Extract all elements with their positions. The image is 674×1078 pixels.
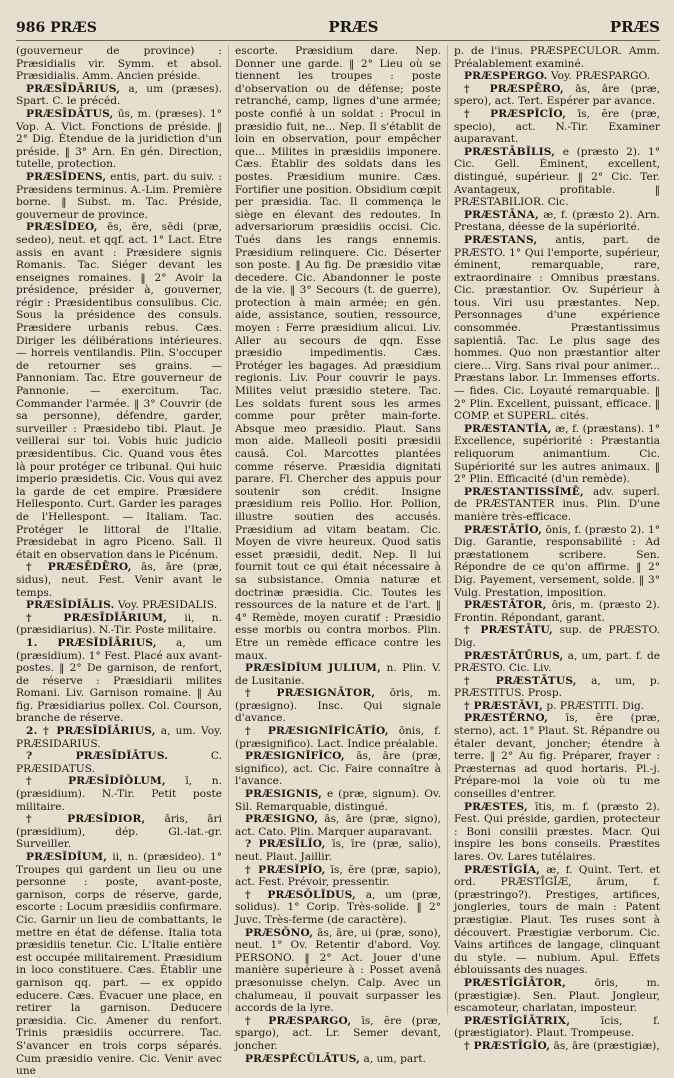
entry-text: escorte. Præsidium dare. Nep. Donner une garde. ‖ 2° Lieu où se tiennent les troupes : poste d'observation ou de défense; poste retranché, camp, lignes d'une armée; poste confié à un soldat : Procul in præsidio fuit, ne... Nep. Il s'établit de loin en observation, pour empêcher que... Milites in præsidiis imponere. Cæs. Établir des soldats dans les postes. Præsidium munire. Cæs. Fortifier une position. Obsidium cœpit per præsidia. Tac. Il commença le siège en élevant des redoutes. In adversariorum præsidiis occisi. Cic. Tués dans les rangs ennemis. Præsidium relinquere. Cic. Déserter son poste. ‖ Au fig. De præsidio vitæ decedere. Cic. Abandonner le poste de la vie. ‖ 3° Secours (t. de guerre), protection à main armée; en gén. aide, assistance, soutien, ressource, moyen : Ferre præsidium alicui. Liv. Aller au secours de qqn. Esse præsidio impedimentis. Cæs. Protéger les bagages. Ad præsidium regionis. Liv. Pour couvrir le pays. Milites velut præsidio stetere. Tac. Les soldats furent sous les armes comme pour prêter main-forte. Absque meo præsidio. Plaut. Sans mon aide. Malleoli positi præsidii causâ. Col. Marcottes plantées comme réserve. Præsidia dignitati parare. Fl. Chercher des appuis pour soutenir son crédit. Insigne præsidium reis Pollio. Hor. Pollion, illustre soutien des accusés. Præsidium ad vitam beatam. Cic. Moyen de vivre heureux. Quod satis esset præsidii, dedit. Nep. Il lui fournit tout ce qui était nécessaire à sa subsistance. Omnia naturæ et doctrinæ præsidia. Cic. Toutes les ressources de la nature et de l'art. ‖ 4° Remède, moyen curatif : Præsidio esse morbis ou contra morbos. Plin. Etre un remède efficace contre les maux. [235, 45, 442, 662]
column-middle [228, 45, 442, 1065]
dictionary-entry [235, 864, 441, 889]
entry-text: ōris, m. (præstigiæ). Sen. Plaut. Jongleur, escamoteur, charlatan, imposteur. [454, 976, 661, 1015]
column-left [16, 45, 223, 1078]
entry-text: a, um (præ, solidus). 1° Corip. Très-solide. ‖ 2° Juvc. Très-ferme (de caractère). [235, 888, 441, 926]
dictionary-entry [16, 851, 222, 1078]
entry-text: C. PRÆSIDATUS. [16, 750, 222, 775]
dictionary-entry [454, 700, 660, 713]
dictionary-entry [454, 423, 660, 486]
entry-headword: † PRÆSTĀTU, [464, 624, 553, 637]
page-header [16, 18, 660, 41]
column-right [447, 45, 661, 1052]
entry-text: ūs, m. (præses). 1° Vop. A. Vict. Fonctions de préside. ‖ 2° Dig. Étendue de la juridiction d'un préside. ‖ 3° Arn. En gén. Direction, tutelle, protection. [16, 107, 223, 171]
entry-text: īcis, f. (præstigiator). Plaut. Trompeuse. [454, 1014, 661, 1040]
entry-text: īs, ĕre (præ, sterno), act. 1° Plaut. St. Répandre ou étaler devant, joncher; étendre à terre. ‖ 2° Au fig. Préparer, frayer : Præsternas ad quod hortaris. Pl.-j. Prépare-moi la voie où tu me conseilles d'entrer. [454, 712, 660, 801]
entry-headword: PRÆSTĔRNO, [464, 712, 549, 725]
entry-text: a, um, part. [363, 1052, 426, 1065]
dictionary-entry [235, 687, 441, 725]
entry-text: ōnis, f. (præsto 2). 1° Dig. Garantie, responsabilité : Ad præstationem scribere. Sen. Répondre de ce qu'on affirme. ‖ 2° Dig. Payement, versement, solde. ‖ 3° Vulg. Prestation, imposition. [454, 523, 661, 599]
dictionary-entry [235, 662, 441, 687]
entry-headword: PRÆSTĀTŪRUS, [464, 649, 564, 662]
entry-text: īs, ĕre (præ, specio), act. N.-Tir. Examiner auparavant. [454, 107, 660, 146]
entry-headword: PRÆSŎNO, [245, 926, 314, 939]
dictionary-entry [454, 864, 660, 977]
dictionary-entry [16, 725, 222, 750]
entry-headword: PRÆSĬDENS, [26, 170, 107, 183]
entry-text: ās, āre (præ, sidus), neut. Fest. Venir avant le temps. [16, 561, 222, 599]
entry-text: ās, āre (præ, spero), act. Tert. Espérer par avance. [454, 82, 660, 108]
entry-headword: † PRÆSĪDIOR, [26, 813, 146, 826]
columns [16, 45, 661, 1078]
dictionary-entry [16, 561, 222, 599]
entry-headword: PRÆSIGNĬFĬCO, [245, 750, 345, 763]
entry-text: ĭtis, m. f. (præsto 2). Fest. Qui préside, gardien, protecteur : Boni consilii præstes. Macr. Qui inspire les bons conseils. Præstites lares. Ov. Lares tutélaires. [454, 800, 660, 863]
entry-text: āris, āri (præsidium), dép. Gl.-lat.-gr. Surveiller. [16, 813, 222, 851]
entry-text: Voy. PRÆSPARGO. [550, 70, 650, 83]
entry-text: adv. superl. de PRÆSTANTER inus. Plin. D'une manière très-efficace. [454, 485, 660, 523]
entry-text: sup. de PRÆSTO. Dig. [454, 624, 660, 649]
dictionary-entry [235, 889, 441, 927]
dictionary-entry [16, 171, 222, 221]
entry-text: ōnis, f. (præsignifico). Lact. Indice préalable. [235, 725, 442, 750]
header-center-word: PRÆS [328, 18, 379, 36]
entry-headword: 1. PRÆSĬDĬĀRIUS, [26, 636, 157, 649]
entry-headword: † PRÆSĪDĬŎLUM, [26, 775, 166, 788]
dictionary-entry [235, 1015, 441, 1053]
dictionary-entry [454, 650, 660, 675]
entry-headword: † PRÆSĬPĬO, [245, 863, 326, 876]
entry-text: a, um, part. f. de PRÆSTO. Cic. Liv. [454, 649, 660, 675]
entry-headword: 2. † PRÆSĪDĬĀRIUS, [26, 725, 156, 738]
dictionary-entry [16, 612, 222, 637]
entry-headword: † PRÆSTĀVI, [464, 699, 543, 712]
entry-headword: † PRÆSŎLĬDUS, [245, 888, 356, 901]
entry-text: antis, part. de PRÆSTO. 1° Qui l'emporte, supérieur, éminent, remarquable, rare, extraordinaire : Omnibus præstans. Cic. præstantior. Ov. Supérieur à tous. Viri usu præstantes. Nep. Personnages d'une expérience consommée. Præstantissimus sapientiâ. Tac. Le plus sage des hommes. Quo non præstantior alter ciere... Virg. Sans rival pour animer... Præstans labor. Lr. Immenses efforts. — fides. Cic. Loyauté remarquable. ‖ 2° Plin. Excellent, puissant, efficace. ‖ COMP. et SUPERL. cités. [454, 233, 660, 423]
entry-headword: PRÆSĪDĀTUS, [26, 107, 114, 120]
dictionary-entry [16, 599, 222, 612]
entry-text: ii, n. (præsideo). 1° Troupes qui gardent un lieu ou une personne : poste, avant-poste, garnison, corps de réserve, garde, escorte : Locum præsidiis confirmare. Cic. Garnir un lieu de combattants, le mettre en état de défense. Italia tota præsidiis tenetur. Cic. L'Italie entière est occupée militairement. Præsidium in loco constituere. Cæs. Établir une garnison qq. part. — ex oppido educere. Cæs. Évacuer une place, en retirer la garnison. Deducere præsidia. Cic. Amener du renfort. Trinis præsidiis occurrere. Tac. S'avancer en trois corps séparés. Cum præsidio venire. Cic. Venir avec une [16, 851, 222, 1078]
dictionary-entry [235, 1053, 441, 1066]
dictionary-entry [454, 624, 660, 649]
entry-text: ēs, ēre, sēdi (præ, sedeo), neut. et qqf. act. 1° Lact. Etre assis en avant : Præsidere signis Romanis. Tac. Siéger devant les enseignes romaines. ‖ 2° Avoir la présidence, présider à, gouverner, régir : Præsidentibus consulibus. Cic. Sous la présidence des consuls. Præsidere urbanis rebus. Cæs. Diriger les délibérations intérieures. — horreis ventilandis. Plin. S'occuper de retourner ses grains. — Pannoniam. Tac. Etre gouverneur de Pannonie. — exercitum. Tac. Commander l'armée. ‖ 3° Couvrir (de sa personne), défendre, garder, surveiller : Præsidebo tibi. Plaut. Je veillerai sur toi. Vobis huic judicio præsidentibus. Cic. Quand vous êtes là pour protéger ce tribunal. Qui huic imperio præsidetis. Cic. Vous qui avez la garde de cet empire. Præsidere Hellesponto. Curt. Garder les parages de l'Hellespont. — Italiam. Tac. Protéger le littoral de l'Italie. Præsidebat in agro Piceno. Sall. Il était en observation dans le Picénum. [16, 221, 223, 561]
entry-text: īs, ĕre (præ, sapio), act. Fest. Prévoir, pressentir. [235, 863, 441, 889]
dictionary-entry [454, 209, 660, 234]
entry-headword: PRÆSĬDĬUM JULIUM, [245, 662, 381, 675]
dictionary-entry [16, 637, 222, 725]
entry-headword: PRÆSTANTISSĬMĒ, [464, 485, 584, 498]
dictionary-entry [454, 45, 660, 70]
entry-headword: ? PRÆSĪDĬĀTUS. [26, 750, 169, 763]
dictionary-entry [16, 813, 222, 851]
entry-text: Voy. PRÆSIDALIS. [117, 599, 217, 612]
entry-headword: † PRÆSĒDĒRO, [26, 561, 132, 574]
entry-text: entis, part. du suiv. : Præsidens terminus. A.-Lim. Première borne. ‖ Subst. m. Tac. Préside, gouverneur de province. [16, 170, 222, 221]
entry-headword: † PRÆSTĪGĬO, [464, 1039, 551, 1052]
dictionary-entry [16, 83, 222, 108]
entry-text: īs, īre (præ, salio), neut. Plaut. Jaillir. [235, 838, 441, 863]
dictionary-entry [235, 788, 441, 813]
dictionary-entry [235, 750, 441, 788]
entry-headword: ? PRÆSĬLĬO, [245, 838, 326, 851]
dictionary-entry [16, 775, 222, 813]
entry-text: ās, āre (præstigiæ), [553, 1039, 660, 1052]
entry-text: ās, āre (præ, significo), act. Cic. Faire connaître à l'avance. [235, 750, 442, 788]
entry-text: p. PRÆSTITI. Dig. [546, 699, 645, 712]
dictionary-entry [454, 712, 660, 800]
entry-headword: PRÆSPERGO. [464, 70, 548, 83]
entry-text: ās, āre, ui (præ, sono), neut. 1° Ov. Retentir d'abord. Voy. PERSONO. ‖ 2° Act. Jouer d'une manière supérieure à : Posset avenâ præsonuisse chelyn. Calp. Avec un chalumeau, il pouvait surpasser les accords de la lyre. [235, 926, 441, 1015]
dictionary-entry [235, 813, 441, 838]
dictionary-entry [454, 1040, 660, 1053]
entry-text: æ, f. (præstans). 1° Excellence, supériorité : Præstantia reliquorum animantium. Cic. Supériorité sur les autres animaux. ‖ 2° Plin. Efficacité (d'un remède). [454, 422, 660, 486]
entry-text: a, um. Voy. PRÆSIDARIUS. [16, 725, 223, 750]
dictionary-entry [454, 977, 660, 1015]
dictionary-entry [235, 725, 441, 750]
dictionary-entry [235, 45, 441, 662]
dictionary-entry [454, 801, 660, 864]
entry-headword: † PRÆSTĀTUS, [464, 674, 577, 687]
dictionary-entry [454, 70, 660, 83]
entry-text: æ, f. (præsto 2). Arn. Prestana, déesse de la supériorité. [454, 208, 661, 234]
entry-text: a, um, p. PRÆSTITUS. Prosp. [454, 674, 660, 700]
entry-headword: † PRÆSĪDĬĀRIUM, [26, 611, 168, 624]
entry-headword: PRÆSĪDĀRIUS, [26, 82, 121, 95]
dictionary-entry [454, 675, 660, 700]
entry-headword: † PRÆSPĒRO, [464, 82, 564, 95]
dictionary-entry [454, 524, 660, 600]
entry-headword: PRÆSĬDĬUM, [26, 851, 108, 863]
dictionary-entry [454, 146, 660, 209]
entry-text: ās, āre (præ, signo), act. Cato. Plin. Marquer auparavant. [235, 813, 442, 838]
entry-headword: PRÆSTĪGĬA, [464, 863, 541, 876]
entry-headword: PRÆSTĀBĬLIS, [464, 145, 556, 158]
entry-text: n. Plin. V. de Lusitanie. [235, 662, 441, 687]
entry-headword: PRÆSTĀTĬO, [464, 523, 543, 536]
dictionary-entry [16, 108, 222, 171]
entry-headword: PRÆSTANS, [464, 233, 538, 246]
entry-text: ōris, m. (præsto 2). Frontin. Répondant, garant. [454, 599, 660, 624]
entry-headword: † PRÆSPĬCĬO, [464, 107, 567, 120]
entry-headword: PRÆSTANTĬA, [464, 422, 552, 435]
dictionary-entry [235, 838, 441, 863]
dictionary-entry [454, 599, 660, 624]
entry-headword: PRÆSIGNIS, [245, 788, 322, 801]
entry-headword: † PRÆSIGNĬFĬCĀTĬO, [245, 725, 389, 738]
entry-text: p. de l'inus. PRÆSPECULOR. Amm. Préalablement examiné. [454, 45, 660, 70]
entry-headword: PRÆSIGNO, [245, 813, 319, 826]
entry-text: ii, n. (præsidiarius). N.-Tir. Poste militaire. [16, 611, 222, 637]
entry-headword: † PRÆSPARGO, [245, 1014, 352, 1027]
entry-headword: † PRÆSIGNĀTOR, [245, 687, 376, 700]
entry-headword: PRÆSTĪGĬĀTRIX, [464, 1014, 571, 1027]
entry-text: e (præsto 2). 1° Cic. Gell. Éminent, excellent, distingué, supérieur. ‖ 2° Cic. Ter. Avantageux, profitable. ‖ PRÆSTABILIOR. Cic. [454, 145, 660, 209]
dictionary-entry [454, 1015, 660, 1040]
entry-text: ī, n. (præsidium). N.-Tir. Petit poste militaire. [16, 775, 222, 813]
entry-text: e (præ, signum). Ov. Sil. Remarquable, distingué. [235, 788, 441, 813]
header-right-word: PRÆS [609, 18, 660, 36]
entry-text: a, um (præsidium). 1° Fest. Placé aux avant-postes. ‖ 2° De garnison, de renfort, de réserve : Præsidiarii milites Romani. Liv. Garnison romaine. ‖ Au fig. Præsidiarius pollex. Col. Courson, branche de réserve. [16, 636, 222, 725]
dictionary-entry [454, 486, 660, 524]
entry-text: īs, ĕre (præ, spargo), act. Lr. Semer devant, joncher. [235, 1014, 441, 1052]
dictionary-entry [16, 221, 222, 561]
dictionary-entry [235, 927, 441, 1015]
entry-headword: PRÆSĬDEO, [26, 221, 98, 234]
entry-text: æ, f. Quint. Tert. et ord. PRÆSTĪGĬÆ, ārum, f. (præstringo?). Prestiges, artifices, jongleries, tours de main : Patent præstigiæ. Plaut. Tes ruses sont à découvert. Præstigiæ verborum. Cic. Vains artifices de langage, clinquant du style. — nubium. Apul. Effets éblouissants des nuages. [454, 863, 660, 977]
dictionary-entry [16, 750, 222, 775]
dictionary-entry [454, 234, 660, 423]
entry-text: (gouverneur de province) : Præsidialis vir. Symm. et absol. Præsidialis. Amm. Ancien préside. [16, 45, 222, 83]
page-number: 986 PRÆS [16, 20, 97, 36]
entry-text: ōris, m. (præsigno). Insc. Qui signale d'avance. [235, 687, 441, 725]
entry-text: a, um (præses). Spart. C. le précéd. [16, 82, 222, 108]
entry-headword: PRÆSTĪGĬĀTOR, [464, 976, 567, 989]
entry-headword: PRÆSTĀNA, [464, 208, 539, 221]
dictionary-entry [454, 83, 660, 108]
dictionary-entry [16, 45, 222, 83]
dictionary-entry [454, 108, 660, 146]
entry-headword: PRÆSPĔCŬLĀTUS, [245, 1052, 361, 1065]
entry-headword: PRÆSĪDĬĀLIS. [26, 599, 115, 612]
entry-headword: PRÆSTES, [464, 800, 528, 813]
entry-headword: PRÆSTĀTOR, [464, 599, 547, 612]
